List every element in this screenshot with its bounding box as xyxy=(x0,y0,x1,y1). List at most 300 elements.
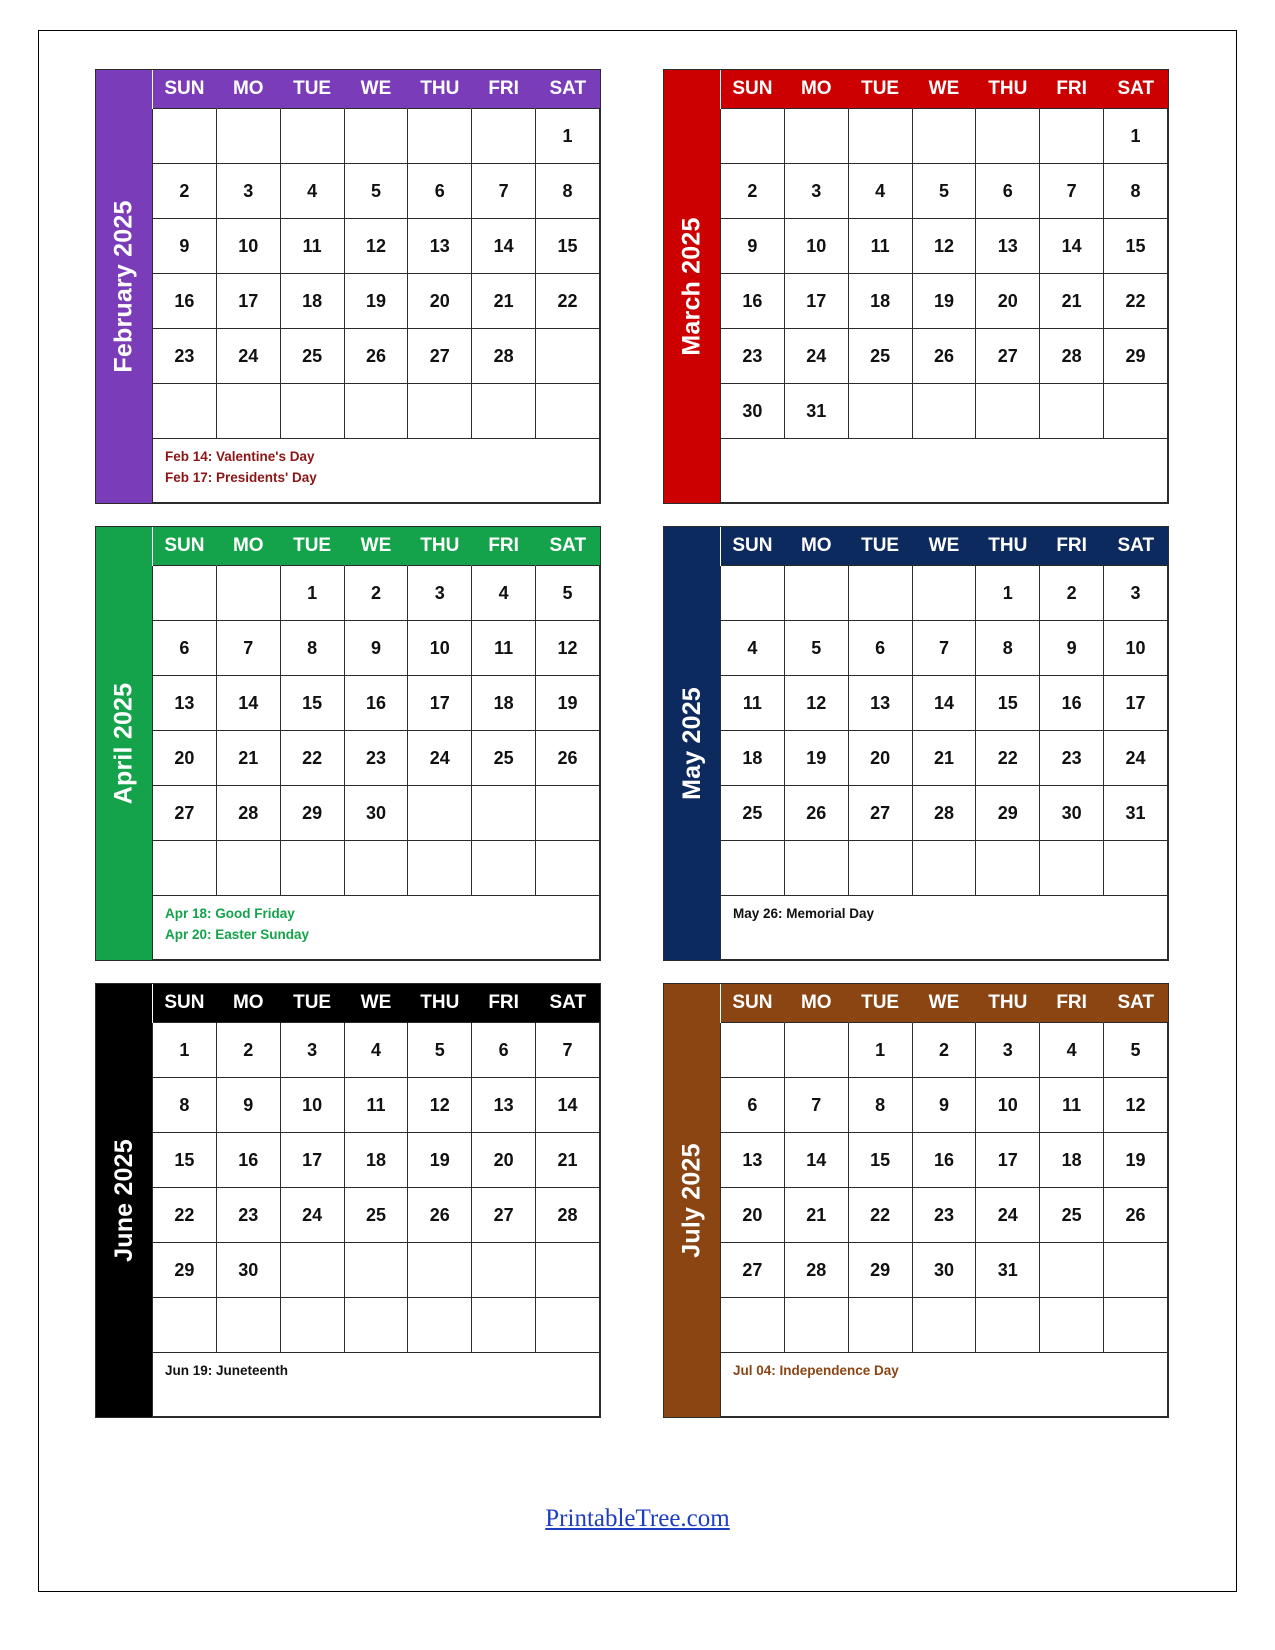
month-card xyxy=(95,983,601,1418)
day-cell[interactable]: 18 xyxy=(848,274,912,329)
day-cell[interactable] xyxy=(784,1023,848,1078)
day-cell[interactable]: 28 xyxy=(216,786,280,841)
day-cell[interactable]: 16 xyxy=(153,274,217,329)
day-cell[interactable]: 26 xyxy=(912,329,976,384)
footer xyxy=(39,1505,1236,1533)
day-cell[interactable]: 13 xyxy=(848,676,912,731)
day-cell[interactable] xyxy=(912,384,976,439)
day-cell[interactable]: 4 xyxy=(472,566,536,621)
day-cell[interactable] xyxy=(344,1298,408,1353)
day-cell[interactable] xyxy=(976,384,1040,439)
day-cell[interactable]: 10 xyxy=(408,621,472,676)
day-cell[interactable]: 19 xyxy=(784,731,848,786)
month-title xyxy=(96,70,152,503)
day-cell[interactable]: 16 xyxy=(1040,676,1104,731)
day-cell[interactable] xyxy=(912,1298,976,1353)
day-cell[interactable]: 24 xyxy=(1104,731,1168,786)
day-cell[interactable]: 15 xyxy=(280,676,344,731)
day-cell[interactable]: 12 xyxy=(784,676,848,731)
day-cell[interactable] xyxy=(153,109,217,164)
day-cell[interactable]: 21 xyxy=(912,731,976,786)
day-cell[interactable]: 14 xyxy=(216,676,280,731)
day-cell[interactable] xyxy=(472,1243,536,1298)
calendar-table xyxy=(720,70,1168,439)
day-cell[interactable]: 22 xyxy=(153,1188,217,1243)
day-cell[interactable]: 19 xyxy=(912,274,976,329)
day-cell[interactable]: 5 xyxy=(784,621,848,676)
month-title-text: February 2025 xyxy=(109,200,138,373)
day-cell[interactable] xyxy=(912,109,976,164)
day-cell[interactable]: 5 xyxy=(1104,1023,1168,1078)
month-block xyxy=(63,983,631,1440)
day-cell[interactable]: 8 xyxy=(280,621,344,676)
calendar-table xyxy=(152,984,600,1353)
day-cell[interactable] xyxy=(280,109,344,164)
day-cell[interactable] xyxy=(472,841,536,896)
day-cell[interactable]: 3 xyxy=(216,164,280,219)
day-cell[interactable]: 4 xyxy=(344,1023,408,1078)
day-cell[interactable]: 14 xyxy=(536,1078,600,1133)
day-cell[interactable]: 16 xyxy=(912,1133,976,1188)
day-cell[interactable] xyxy=(1040,1243,1104,1298)
day-cell[interactable]: 14 xyxy=(472,219,536,274)
day-cell[interactable]: 21 xyxy=(472,274,536,329)
day-cell[interactable]: 27 xyxy=(848,786,912,841)
weekday-header: THU xyxy=(976,70,1040,109)
month-block xyxy=(631,69,1199,526)
day-cell[interactable]: 6 xyxy=(408,164,472,219)
day-cell[interactable]: 10 xyxy=(1104,621,1168,676)
day-cell[interactable] xyxy=(848,109,912,164)
day-cell[interactable]: 22 xyxy=(536,274,600,329)
day-cell[interactable]: 2 xyxy=(912,1023,976,1078)
month-title xyxy=(664,70,720,503)
day-cell[interactable] xyxy=(1040,1298,1104,1353)
day-cell[interactable]: 13 xyxy=(408,219,472,274)
day-cell[interactable]: 20 xyxy=(153,731,217,786)
day-cell[interactable]: 1 xyxy=(153,1023,217,1078)
day-cell[interactable]: 11 xyxy=(1040,1078,1104,1133)
day-cell[interactable] xyxy=(344,1243,408,1298)
day-cell[interactable] xyxy=(1104,1298,1168,1353)
day-cell[interactable]: 9 xyxy=(1040,621,1104,676)
day-cell[interactable]: 5 xyxy=(912,164,976,219)
day-cell[interactable]: 9 xyxy=(344,621,408,676)
day-cell[interactable]: 26 xyxy=(344,329,408,384)
day-cell[interactable]: 8 xyxy=(1104,164,1168,219)
day-cell[interactable] xyxy=(280,1298,344,1353)
day-cell[interactable]: 11 xyxy=(848,219,912,274)
day-cell[interactable] xyxy=(216,841,280,896)
day-cell[interactable]: 16 xyxy=(344,676,408,731)
day-cell[interactable]: 26 xyxy=(536,731,600,786)
day-cell[interactable]: 23 xyxy=(153,329,217,384)
day-cell[interactable]: 9 xyxy=(153,219,217,274)
weekday-header: MO xyxy=(216,527,280,566)
day-cell[interactable] xyxy=(848,384,912,439)
weekday-header: WE xyxy=(912,527,976,566)
day-cell[interactable]: 15 xyxy=(536,219,600,274)
weekday-header: SUN xyxy=(153,984,217,1023)
weekday-header: THU xyxy=(976,984,1040,1023)
day-cell[interactable]: 11 xyxy=(721,676,785,731)
holiday-note: Apr 20: Easter Sunday xyxy=(165,926,310,942)
weekday-header: SAT xyxy=(536,70,600,109)
day-cell[interactable]: 8 xyxy=(536,164,600,219)
weekday-header-row xyxy=(721,527,1168,566)
day-cell[interactable] xyxy=(848,841,912,896)
day-cell[interactable] xyxy=(976,109,1040,164)
day-cell[interactable] xyxy=(848,1298,912,1353)
day-cell[interactable]: 1 xyxy=(1104,109,1168,164)
day-cell[interactable] xyxy=(408,1298,472,1353)
month-calendar xyxy=(152,984,600,1417)
day-cell[interactable] xyxy=(1104,841,1168,896)
day-cell[interactable]: 8 xyxy=(848,1078,912,1133)
day-cell[interactable]: 29 xyxy=(976,786,1040,841)
day-cell[interactable]: 12 xyxy=(912,219,976,274)
day-cell[interactable]: 25 xyxy=(848,329,912,384)
day-cell[interactable]: 23 xyxy=(344,731,408,786)
day-cell[interactable]: 13 xyxy=(721,1133,785,1188)
day-cell[interactable] xyxy=(536,1298,600,1353)
day-cell[interactable] xyxy=(976,1298,1040,1353)
day-cell[interactable]: 13 xyxy=(976,219,1040,274)
day-cell[interactable]: 22 xyxy=(976,731,1040,786)
day-cell[interactable]: 16 xyxy=(721,274,785,329)
day-cell[interactable] xyxy=(1104,384,1168,439)
day-cell[interactable]: 9 xyxy=(721,219,785,274)
day-cell[interactable]: 27 xyxy=(721,1243,785,1298)
month-block xyxy=(63,526,631,983)
day-cell[interactable]: 12 xyxy=(536,621,600,676)
day-cell[interactable] xyxy=(408,841,472,896)
holiday-notes xyxy=(720,1353,1168,1417)
holiday-notes xyxy=(152,439,600,503)
day-cell[interactable]: 2 xyxy=(153,164,217,219)
day-cell[interactable] xyxy=(1104,1243,1168,1298)
day-cell[interactable]: 4 xyxy=(848,164,912,219)
day-cell[interactable] xyxy=(153,841,217,896)
day-cell[interactable]: 13 xyxy=(472,1078,536,1133)
weekday-header-row xyxy=(153,70,600,109)
day-cell[interactable]: 25 xyxy=(721,786,785,841)
month-block xyxy=(63,69,631,526)
day-cell[interactable]: 31 xyxy=(976,1243,1040,1298)
weekday-header: MO xyxy=(784,527,848,566)
day-cell[interactable]: 5 xyxy=(344,164,408,219)
day-cell[interactable]: 27 xyxy=(976,329,1040,384)
day-cell[interactable]: 22 xyxy=(848,1188,912,1243)
day-cell[interactable]: 17 xyxy=(976,1133,1040,1188)
day-cell[interactable] xyxy=(472,109,536,164)
day-cell[interactable]: 17 xyxy=(280,1133,344,1188)
day-cell[interactable] xyxy=(721,1298,785,1353)
day-cell[interactable]: 21 xyxy=(536,1133,600,1188)
day-cell[interactable]: 23 xyxy=(216,1188,280,1243)
day-cell[interactable] xyxy=(1040,841,1104,896)
day-cell[interactable]: 3 xyxy=(1104,566,1168,621)
day-cell[interactable]: 17 xyxy=(1104,676,1168,731)
day-cell[interactable]: 7 xyxy=(216,621,280,676)
day-cell[interactable]: 13 xyxy=(153,676,217,731)
day-cell[interactable] xyxy=(153,1298,217,1353)
day-cell[interactable] xyxy=(408,786,472,841)
day-cell[interactable]: 21 xyxy=(784,1188,848,1243)
day-cell[interactable]: 8 xyxy=(153,1078,217,1133)
day-cell[interactable]: 21 xyxy=(216,731,280,786)
week-row xyxy=(721,1243,1168,1298)
day-cell[interactable]: 30 xyxy=(912,1243,976,1298)
day-cell[interactable]: 7 xyxy=(536,1023,600,1078)
day-cell[interactable] xyxy=(784,109,848,164)
day-cell[interactable]: 11 xyxy=(344,1078,408,1133)
week-row xyxy=(153,1298,600,1353)
day-cell[interactable]: 6 xyxy=(976,164,1040,219)
day-cell[interactable] xyxy=(1040,384,1104,439)
day-cell[interactable]: 25 xyxy=(280,329,344,384)
day-cell[interactable] xyxy=(472,384,536,439)
day-cell[interactable]: 19 xyxy=(408,1133,472,1188)
day-cell[interactable]: 24 xyxy=(216,329,280,384)
day-cell[interactable]: 12 xyxy=(344,219,408,274)
day-cell[interactable]: 19 xyxy=(1104,1133,1168,1188)
day-cell[interactable] xyxy=(408,1243,472,1298)
holiday-notes xyxy=(152,896,600,960)
day-cell[interactable]: 30 xyxy=(1040,786,1104,841)
day-cell[interactable] xyxy=(536,329,600,384)
day-cell[interactable]: 21 xyxy=(1040,274,1104,329)
day-cell[interactable]: 20 xyxy=(408,274,472,329)
day-cell[interactable]: 6 xyxy=(153,621,217,676)
day-cell[interactable]: 30 xyxy=(344,786,408,841)
day-cell[interactable]: 7 xyxy=(472,164,536,219)
day-cell[interactable]: 18 xyxy=(344,1133,408,1188)
day-cell[interactable]: 3 xyxy=(408,566,472,621)
day-cell[interactable] xyxy=(472,786,536,841)
day-cell[interactable]: 2 xyxy=(344,566,408,621)
week-row xyxy=(721,1023,1168,1078)
day-cell[interactable]: 27 xyxy=(408,329,472,384)
day-cell[interactable]: 3 xyxy=(784,164,848,219)
day-cell[interactable]: 2 xyxy=(1040,566,1104,621)
calendar-page xyxy=(38,30,1237,1592)
day-cell[interactable]: 24 xyxy=(976,1188,1040,1243)
day-cell[interactable] xyxy=(280,1243,344,1298)
day-cell[interactable]: 25 xyxy=(472,731,536,786)
weekday-header: MO xyxy=(784,984,848,1023)
day-cell[interactable] xyxy=(216,1298,280,1353)
week-row xyxy=(721,1298,1168,1353)
day-cell[interactable]: 30 xyxy=(721,384,785,439)
week-row xyxy=(153,841,600,896)
day-cell[interactable] xyxy=(848,566,912,621)
day-cell[interactable]: 6 xyxy=(721,1078,785,1133)
day-cell[interactable]: 14 xyxy=(1040,219,1104,274)
day-cell[interactable]: 27 xyxy=(472,1188,536,1243)
day-cell[interactable] xyxy=(784,841,848,896)
day-cell[interactable]: 26 xyxy=(784,786,848,841)
day-cell[interactable]: 18 xyxy=(280,274,344,329)
day-cell[interactable] xyxy=(536,841,600,896)
day-cell[interactable]: 3 xyxy=(976,1023,1040,1078)
week-row xyxy=(153,621,600,676)
day-cell[interactable]: 1 xyxy=(848,1023,912,1078)
day-cell[interactable] xyxy=(344,841,408,896)
day-cell[interactable]: 15 xyxy=(848,1133,912,1188)
day-cell[interactable]: 1 xyxy=(536,109,600,164)
day-cell[interactable]: 25 xyxy=(344,1188,408,1243)
weekday-header: TUE xyxy=(280,70,344,109)
day-cell[interactable]: 14 xyxy=(912,676,976,731)
day-cell[interactable]: 23 xyxy=(912,1188,976,1243)
week-row xyxy=(721,1133,1168,1188)
day-cell[interactable]: 4 xyxy=(280,164,344,219)
day-cell[interactable]: 20 xyxy=(976,274,1040,329)
day-cell[interactable]: 9 xyxy=(912,1078,976,1133)
calendar-table xyxy=(152,70,600,439)
day-cell[interactable]: 16 xyxy=(216,1133,280,1188)
day-cell[interactable]: 20 xyxy=(721,1188,785,1243)
day-cell[interactable]: 8 xyxy=(976,621,1040,676)
day-cell[interactable] xyxy=(280,841,344,896)
day-cell[interactable] xyxy=(536,786,600,841)
weekday-header-row xyxy=(153,984,600,1023)
day-cell[interactable]: 17 xyxy=(408,676,472,731)
week-row xyxy=(153,164,600,219)
printabletree-link[interactable]: PrintableTree.com xyxy=(545,1505,730,1532)
day-cell[interactable]: 2 xyxy=(721,164,785,219)
day-cell[interactable] xyxy=(721,841,785,896)
day-cell[interactable] xyxy=(912,841,976,896)
day-cell[interactable]: 24 xyxy=(280,1188,344,1243)
day-cell[interactable]: 7 xyxy=(784,1078,848,1133)
day-cell[interactable] xyxy=(408,384,472,439)
holiday-note: Jul 04: Independence Day xyxy=(733,1363,899,1378)
day-cell[interactable]: 19 xyxy=(344,274,408,329)
day-cell[interactable]: 11 xyxy=(280,219,344,274)
day-cell[interactable] xyxy=(153,566,217,621)
day-cell[interactable]: 28 xyxy=(1040,329,1104,384)
day-cell[interactable]: 6 xyxy=(848,621,912,676)
day-cell[interactable] xyxy=(721,1023,785,1078)
day-cell[interactable]: 20 xyxy=(472,1133,536,1188)
weekday-header: SAT xyxy=(1104,70,1168,109)
day-cell[interactable]: 5 xyxy=(536,566,600,621)
day-cell[interactable]: 24 xyxy=(408,731,472,786)
day-cell[interactable]: 17 xyxy=(216,274,280,329)
day-cell[interactable]: 2 xyxy=(216,1023,280,1078)
day-cell[interactable]: 19 xyxy=(536,676,600,731)
day-cell[interactable] xyxy=(721,566,785,621)
day-cell[interactable]: 18 xyxy=(721,731,785,786)
month-calendar xyxy=(152,527,600,960)
day-cell[interactable]: 15 xyxy=(153,1133,217,1188)
day-cell[interactable]: 1 xyxy=(280,566,344,621)
day-cell[interactable]: 17 xyxy=(784,274,848,329)
day-cell[interactable] xyxy=(976,841,1040,896)
day-cell[interactable]: 28 xyxy=(536,1188,600,1243)
day-cell[interactable] xyxy=(344,384,408,439)
day-cell[interactable]: 3 xyxy=(280,1023,344,1078)
day-cell[interactable]: 29 xyxy=(1104,329,1168,384)
day-cell[interactable] xyxy=(153,384,217,439)
day-cell[interactable]: 29 xyxy=(280,786,344,841)
day-cell[interactable]: 25 xyxy=(1040,1188,1104,1243)
day-cell[interactable]: 23 xyxy=(721,329,785,384)
weekday-header: WE xyxy=(344,70,408,109)
day-cell[interactable]: 14 xyxy=(784,1133,848,1188)
weekday-header: WE xyxy=(912,984,976,1023)
day-cell[interactable] xyxy=(784,1298,848,1353)
day-cell[interactable] xyxy=(216,109,280,164)
day-cell[interactable]: 18 xyxy=(1040,1133,1104,1188)
day-cell[interactable]: 1 xyxy=(976,566,1040,621)
day-cell[interactable] xyxy=(216,384,280,439)
day-cell[interactable]: 24 xyxy=(784,329,848,384)
day-cell[interactable] xyxy=(784,566,848,621)
day-cell[interactable]: 27 xyxy=(153,786,217,841)
day-cell[interactable]: 28 xyxy=(472,329,536,384)
day-cell[interactable]: 29 xyxy=(848,1243,912,1298)
day-cell[interactable] xyxy=(721,109,785,164)
day-cell[interactable] xyxy=(280,384,344,439)
day-cell[interactable]: 26 xyxy=(408,1188,472,1243)
day-cell[interactable]: 7 xyxy=(912,621,976,676)
day-cell[interactable] xyxy=(344,109,408,164)
day-cell[interactable]: 5 xyxy=(408,1023,472,1078)
day-cell[interactable]: 29 xyxy=(153,1243,217,1298)
day-cell[interactable]: 15 xyxy=(976,676,1040,731)
day-cell[interactable] xyxy=(536,384,600,439)
day-cell[interactable]: 9 xyxy=(216,1078,280,1133)
calendar-table xyxy=(152,527,600,896)
day-cell[interactable]: 10 xyxy=(216,219,280,274)
day-cell[interactable]: 6 xyxy=(472,1023,536,1078)
day-cell[interactable] xyxy=(536,1243,600,1298)
day-cell[interactable] xyxy=(216,566,280,621)
weekday-header: TUE xyxy=(848,70,912,109)
day-cell[interactable] xyxy=(472,1298,536,1353)
day-cell[interactable]: 22 xyxy=(1104,274,1168,329)
day-cell[interactable]: 15 xyxy=(1104,219,1168,274)
day-cell[interactable]: 28 xyxy=(784,1243,848,1298)
day-cell[interactable]: 22 xyxy=(280,731,344,786)
day-cell[interactable] xyxy=(1040,109,1104,164)
day-cell[interactable]: 28 xyxy=(912,786,976,841)
day-cell[interactable]: 26 xyxy=(1104,1188,1168,1243)
day-cell[interactable]: 30 xyxy=(216,1243,280,1298)
month-card xyxy=(663,69,1169,504)
day-cell[interactable]: 12 xyxy=(1104,1078,1168,1133)
day-cell[interactable]: 18 xyxy=(472,676,536,731)
day-cell[interactable]: 4 xyxy=(1040,1023,1104,1078)
day-cell[interactable] xyxy=(408,109,472,164)
day-cell[interactable] xyxy=(912,566,976,621)
day-cell[interactable]: 31 xyxy=(1104,786,1168,841)
day-cell[interactable]: 10 xyxy=(784,219,848,274)
day-cell[interactable]: 23 xyxy=(1040,731,1104,786)
day-cell[interactable]: 20 xyxy=(848,731,912,786)
holiday-notes xyxy=(720,896,1168,960)
day-cell[interactable]: 12 xyxy=(408,1078,472,1133)
day-cell[interactable]: 10 xyxy=(976,1078,1040,1133)
day-cell[interactable]: 4 xyxy=(721,621,785,676)
day-cell[interactable]: 31 xyxy=(784,384,848,439)
day-cell[interactable]: 10 xyxy=(280,1078,344,1133)
day-cell[interactable]: 7 xyxy=(1040,164,1104,219)
day-cell[interactable]: 11 xyxy=(472,621,536,676)
